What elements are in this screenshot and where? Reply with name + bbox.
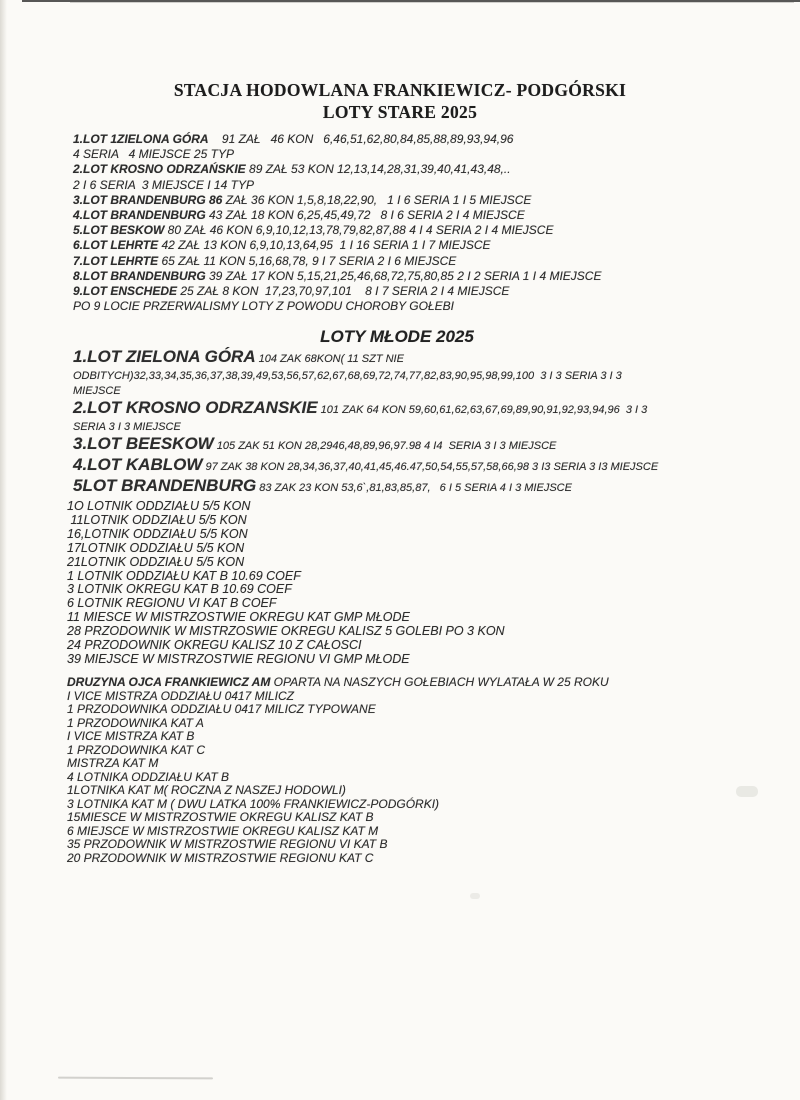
text-line xyxy=(67,717,609,731)
text-line xyxy=(73,223,601,238)
text-line xyxy=(67,542,505,556)
flight-name: 4.LOT BRANDENBURG xyxy=(73,208,206,223)
line-text: 16,LOTNIK ODDZIAŁU 5/5 KON xyxy=(67,526,248,541)
text-line xyxy=(67,639,505,653)
text-line xyxy=(73,399,658,420)
line-text: PO 9 LOCIE PRZERWALISMY LOTY Z POWODU CHOROBY GOŁEBI xyxy=(73,299,454,314)
line-text: 1LOTNIKA KAT M( ROCZNA Z NASZEJ HODOWLI) xyxy=(67,783,346,797)
text-line xyxy=(73,238,601,253)
text-line xyxy=(73,208,601,223)
line-text: 28 PRZODOWNIK W MISTRZOSWIE OKREGU KALISZ 5 GOLEBI PO 3 KON xyxy=(67,624,505,639)
text-line xyxy=(67,730,609,744)
flight-name: 6.LOT LEHRTE xyxy=(73,238,159,253)
text-line xyxy=(73,299,601,314)
line-text: 4 SERIA 4 MIEJSCE 25 TYP xyxy=(73,147,234,162)
line-text: SERIA 3 I 3 MIEJSCE xyxy=(73,421,181,433)
text-line xyxy=(73,178,601,193)
text-line xyxy=(73,254,601,269)
flight-name: 9.LOT ENSCHEDE xyxy=(73,284,178,299)
text-line xyxy=(67,690,609,704)
scan-smudge xyxy=(736,786,758,797)
text-line xyxy=(73,132,601,147)
text-line xyxy=(67,583,505,597)
flight-name: 4.LOT KABLOW xyxy=(73,455,203,474)
line-text: 24 PRZODOWNIK OKREGU KALISZ 10 Z CAŁOSCI xyxy=(67,638,362,653)
line-text: 20 PRZODOWNIK W MISTRZOSTWIE REGIONU KAT C xyxy=(67,850,374,865)
text-line xyxy=(73,162,601,177)
text-line xyxy=(67,653,505,667)
flight-name: 3.LOT BRANDENBURG 86 xyxy=(73,192,223,207)
line-text: 3 LOTNIKA KAT M ( DWU LATKA 100% FRANKIEWICZ-PODGÓRKI) xyxy=(67,796,440,811)
flight-name: 8.LOT BRANDENBURG xyxy=(73,268,206,283)
text-line xyxy=(67,703,609,717)
text-line xyxy=(67,784,609,798)
line-text: ZAŁ 36 KON 1,5,8,18,22,90, 1 I 6 SERIA 1 I 5 MIEJSCE xyxy=(222,192,532,207)
flight-name: 1.LOT 1ZIELONA GÓRA xyxy=(73,132,209,146)
flight-name: 7.LOT LEHRTE xyxy=(73,253,159,268)
text-line xyxy=(67,811,609,825)
scan-smudge xyxy=(470,893,480,899)
flight-name: DRUZYNA OJCA FRANKIEWICZ AM xyxy=(67,675,271,689)
line-text: 35 PRZODOWNIK W MISTRZOSTWIE REGIONU VI KAT B xyxy=(67,837,388,851)
line-text: 43 ZAŁ 18 KON 6,25,45,49,72 8 I 6 SERIA 2 I 4 MIEJSCE xyxy=(205,208,525,223)
text-line xyxy=(67,597,505,611)
line-text: 83 ZAK 23 KON 53,6`,81,83,85,87, 6 I 5 SERIA 4 I 3 MIEJSCE xyxy=(256,481,572,494)
text-line xyxy=(67,825,609,839)
line-text: 21LOTNIK ODDZIAŁU 5/5 KON xyxy=(67,554,245,569)
flight-name: 1.LOT ZIELONA GÓRA xyxy=(73,347,256,366)
line-text: 80 ZAŁ 46 KON 6,9,10,12,13,78,79,82,87,88 4 I 4 SERIA 2 I 4 MIEJSCE xyxy=(164,223,554,238)
scan-artifact-bottom xyxy=(58,1077,213,1080)
loty-stare-section xyxy=(73,132,601,314)
line-text: MIEJSCE xyxy=(73,385,121,397)
line-text: 91 ZAŁ 46 KON 6,46,51,62,80,84,85,88,89,93,94,96 xyxy=(208,132,514,146)
line-text: 25 ZAŁ 8 KON 17,23,70,97,101 8 I 7 SERIA 2 I 4 MIEJSCE xyxy=(177,284,510,299)
line-text: MISTRZA KAT M xyxy=(67,756,159,770)
flight-name: 2.LOT KROSNO ODRZAŃSKIE xyxy=(73,162,246,177)
text-line xyxy=(67,514,505,528)
text-line xyxy=(67,771,609,785)
loty-mlode-heading: LOTY MŁODE 2025 xyxy=(320,327,474,346)
line-text: 105 ZAK 51 KON 28,2946,48,89,96,97.98 4 I4 SERIA 3 I 3 MIEJSCE xyxy=(213,440,557,453)
document-title xyxy=(0,79,800,123)
line-text: 1 PRZODOWNIKA KAT C xyxy=(67,742,206,757)
scan-edge-top-soft xyxy=(70,2,794,3)
text-line xyxy=(67,570,505,584)
line-text: 15MIESCE W MISTRZOSTWIE OKREGU KALISZ KAT B xyxy=(67,810,374,824)
text-line xyxy=(73,435,658,456)
text-line xyxy=(67,852,609,866)
loty-mlode-section xyxy=(73,348,658,497)
line-text: 89 ZAŁ 53 KON 12,13,14,28,31,39,40,41,43,48,.. xyxy=(245,162,511,177)
line-text: 1 PRZODOWNIKA ODDZIAŁU 0417 MILICZ TYPOWANE xyxy=(67,702,376,716)
line-text: OPARTA NA NASZYCH GOŁEBIACH WYLATAŁA W 25 ROKU xyxy=(270,675,609,689)
line-text: I VICE MISTRZA KAT B xyxy=(67,729,195,743)
flight-name: 3.LOT BEESKOW xyxy=(73,434,214,454)
text-line xyxy=(73,147,601,162)
line-text: 2 I 6 SERIA 3 MIEJSCE I 14 TYP xyxy=(73,177,254,192)
loty-stare-title: LOTY STARE 2025 xyxy=(322,102,478,122)
team-section xyxy=(67,676,609,865)
text-line xyxy=(73,284,601,299)
line-text: 17LOTNIK ODDZIAŁU 5/5 KON xyxy=(67,540,245,555)
text-line xyxy=(73,348,658,369)
text-line xyxy=(67,676,609,690)
text-line xyxy=(67,757,609,771)
text-line xyxy=(67,744,609,758)
line-text: 65 ZAŁ 11 KON 5,16,68,78, 9 I 7 SERIA 2 I 6 MIEJSCE xyxy=(158,253,457,268)
line-text: 6 LOTNIK REGIONU VI KAT B COEF xyxy=(67,596,277,611)
station-name-title: STACJA HODOWLANA FRANKIEWICZ- PODGÓRSKI xyxy=(173,80,627,100)
line-text: 39 ZAŁ 17 KON 5,15,21,25,46,68,72,75,80,85 2 I 2 SERIA 1 I 4 MIEJSCE xyxy=(205,268,602,283)
text-line xyxy=(73,477,658,498)
line-text: I VICE MISTRZA ODDZIAŁU 0417 MILICZ xyxy=(67,688,294,703)
line-text: ODBITYCH)32,33,34,35,36,37,38,39,49,53,56,57,62,67,68,69,72,74,77,82,83,90,95,98,99,100 3 I 3 SERIA 3 I 3 xyxy=(73,369,622,382)
text-line xyxy=(73,369,658,384)
text-line xyxy=(73,456,658,477)
text-line xyxy=(67,798,609,812)
text-line xyxy=(67,556,505,570)
line-text: 11LOTNIK ODDZIAŁU 5/5 KON xyxy=(67,512,247,527)
text-line xyxy=(67,528,505,542)
flight-name: 5LOT BRANDENBURG xyxy=(73,475,257,495)
line-text: 39 MIEJSCE W MISTRZOSTWIE REGIONU VI GMP MŁODE xyxy=(67,651,410,666)
line-text: 1 PRZODOWNIKA KAT A xyxy=(67,715,204,730)
text-line xyxy=(67,838,609,852)
text-line xyxy=(67,611,505,625)
text-line xyxy=(67,625,505,639)
line-text: 42 ZAŁ 13 KON 6,9,10,13,64,95 1 I 16 SERIA 1 I 7 MIEJSCE xyxy=(158,238,491,253)
line-text: 101 ZAK 64 KON 59,60,61,62,63,67,69,89,90,91,92,93,94,96 3 I 3 xyxy=(317,404,648,417)
line-text: 3 LOTNIK OKREGU KAT B 10.69 COEF xyxy=(67,582,292,597)
line-text: 6 MIEJSCE W MISTRZOSTWIE OKREGU KALISZ KAT M xyxy=(67,823,379,838)
text-line xyxy=(67,500,505,514)
flight-name: 5.LOT BESKOW xyxy=(73,223,165,238)
line-text: 1O LOTNIK ODDZIAŁU 5/5 KON xyxy=(67,499,251,513)
text-line xyxy=(73,269,601,284)
text-line xyxy=(73,420,658,435)
text-line xyxy=(73,384,658,399)
line-text: 1 LOTNIK ODDZIAŁU KAT B 10.69 COEF xyxy=(67,568,301,583)
line-text: 11 MIESCE W MISTRZOSTWIE OKREGU KAT GMP MŁODE xyxy=(67,610,410,625)
text-line xyxy=(73,193,601,208)
scan-edge-left xyxy=(0,0,7,1100)
line-text: 104 ZAK 68KON( 11 SZT NIE xyxy=(255,353,404,365)
line-text: 97 ZAK 38 KON 28,34,36,37,40,41,45,46.47,50,54,55,57,58,66,98 3 I3 SERIA 3 I3 MIEJSCE xyxy=(202,461,659,473)
line-text: 4 LOTNIKA ODDZIAŁU KAT B xyxy=(67,769,230,784)
mlode-achievements-section xyxy=(67,500,505,667)
flight-name: 2.LOT KROSNO ODRZANSKIE xyxy=(73,398,318,418)
